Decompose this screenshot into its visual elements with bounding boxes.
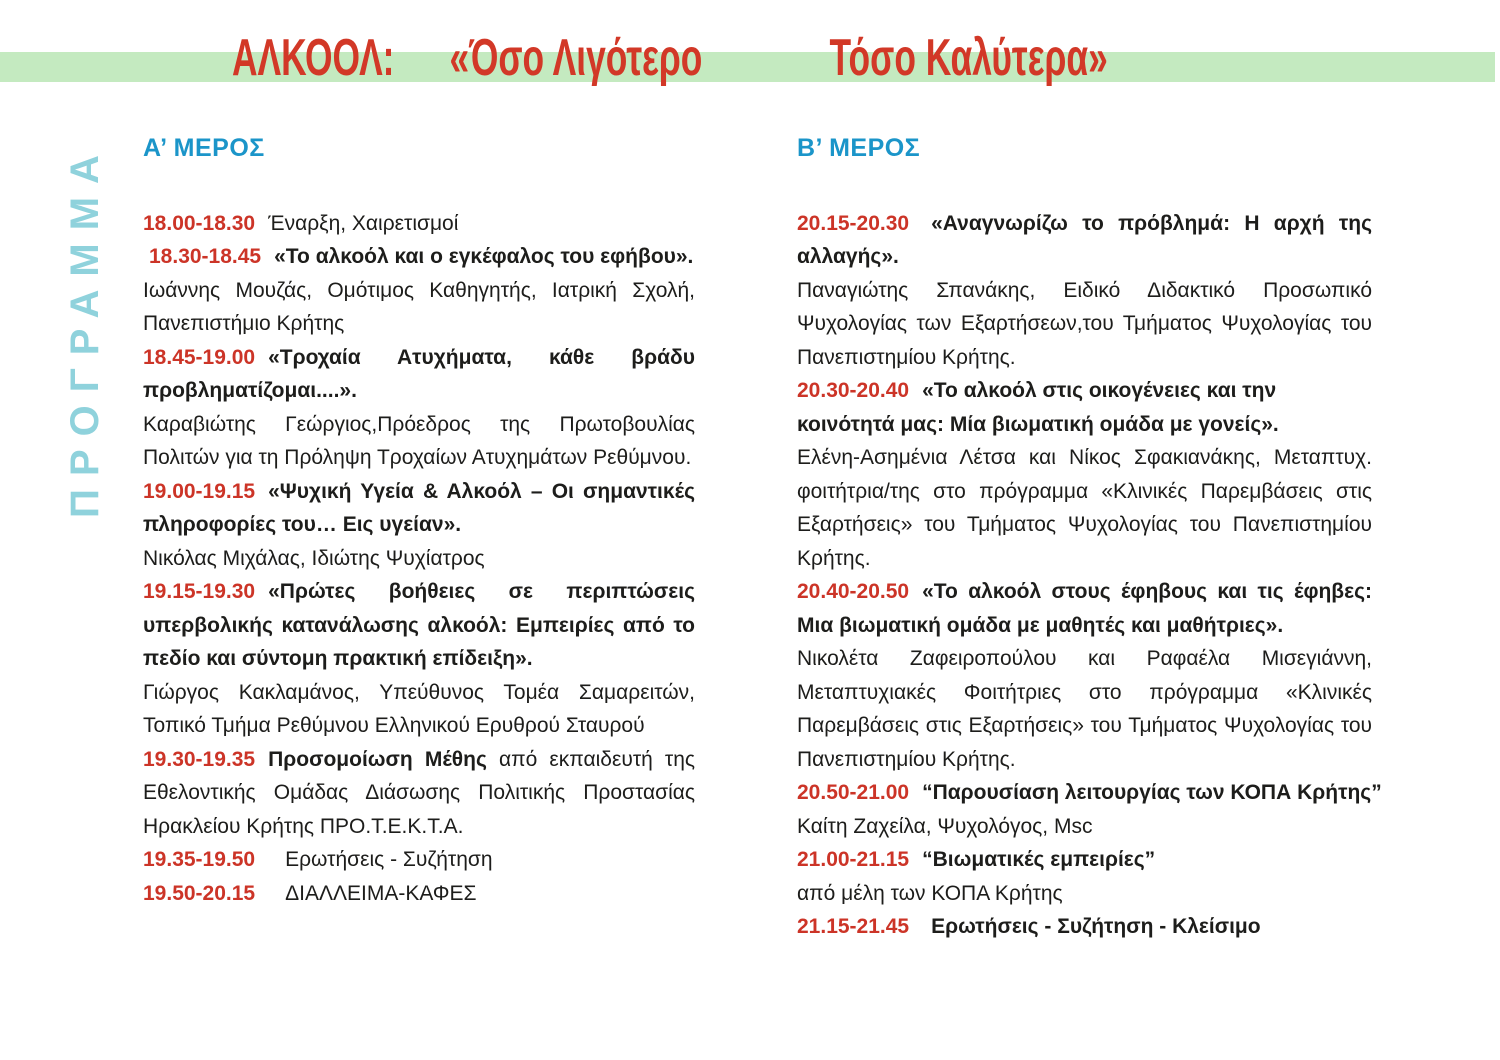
- program-entry: [797, 575, 1372, 776]
- entry-time: 19.30-19.35: [143, 747, 256, 771]
- column-part-a: [143, 132, 695, 910]
- entry-title: «Ψυχική Υγεία & Αλκοόλ – Οι σημαντικές πληροφορίες του… Εις υγείαν».: [143, 479, 695, 536]
- entry-speaker: Ιωάννης Μουζάς, Ομότιμος Καθηγητής, Ιατρική Σχολή, Πανεπιστήμιο Κρήτης: [143, 278, 695, 335]
- program-entry: [143, 207, 695, 241]
- entry-title: «Πρώτες βοήθειες σε περιπτώσεις υπερβολικής κατανάλωσης αλκοόλ: Εμπειρίες από το πεδίο και σύντομη πρακτική επίδειξη».: [143, 580, 695, 670]
- entry-speaker: Νικολέτα Ζαφειροπούλου και Ραφαέλα Μισεγιάννη, Μεταπτυχιακές Φοιτήτριες στο πρόγραμμα «Κλινικές Παρεμβάσεις στις Εξαρτήσεις» του Τμήματος Ψυχολογίας του Πανεπιστημίου Κρήτης.: [797, 647, 1372, 771]
- entry-time: 20.50-21.00: [797, 781, 910, 804]
- entry-title: «Τροχαία Ατυχήματα, κάθε βράδυ προβληματίζομαι....».: [143, 345, 695, 402]
- entry-speaker: Παναγιώτης Σπανάκης, Ειδικό Διδακτικό Προσωπικό Ψυχολογίας των Εξαρτήσεων,του Τμήματος Ψυχολογίας του Πανεπιστημίου Κρήτης.: [797, 278, 1372, 369]
- entry-time: 20.15-20.30: [797, 211, 910, 235]
- entry-title-line2: κοινότητά μας: Μία βιωματική ομάδα με γονείς».: [797, 412, 1279, 436]
- program-entry: [143, 743, 695, 844]
- entry-time: 18.45-19.00: [143, 345, 256, 369]
- event-title-part-3: Τόσο Καλύτερα»: [829, 29, 1108, 87]
- section-heading-a: Α’ ΜΕΡΟΣ: [143, 134, 265, 162]
- program-entry: [143, 877, 695, 911]
- program-entry: [797, 910, 1372, 944]
- program-entry: [143, 240, 695, 341]
- entry-time: 19.15-19.30: [143, 580, 256, 603]
- program-entry: [797, 843, 1372, 910]
- entry-title: «Το αλκοόλ στις οικογένειες και την: [922, 379, 1277, 402]
- program-entry: [143, 475, 695, 576]
- program-entry: [797, 776, 1382, 843]
- entry-title: Προσομοίωση Μέθης: [268, 747, 487, 771]
- sidebar-vertical-label: ΠΡΟΓΡΑΜΜΑ: [63, 142, 107, 518]
- program-entry: [797, 207, 1372, 375]
- program-entry: [797, 374, 1372, 575]
- program-entry: [143, 341, 695, 475]
- entry-title: Ερωτήσεις - Συζήτηση: [285, 848, 493, 871]
- entry-time: 19.35-19.50: [143, 848, 256, 871]
- entry-speaker-inline: από εκπαιδευτή της Εθελοντικής Ομάδας Διάσωσης Πολιτικής Προστασίας Ηρακλείου Κρήτης ΠΡΟ.Τ.Ε.Κ.Τ.Α.: [143, 747, 695, 838]
- entry-time: 21.15-21.45: [797, 915, 910, 938]
- event-title-part-2: «Όσο Λιγότερο: [449, 29, 703, 87]
- event-title-part-1: ΑΛΚΟΟΛ:: [232, 29, 395, 87]
- entry-time: 20.30-20.40: [797, 379, 910, 402]
- entry-speaker: από μέλη των ΚΟΠΑ Κρήτης: [797, 881, 1063, 905]
- program-entry: [143, 575, 695, 743]
- entry-time: 19.50-20.15: [143, 881, 256, 905]
- entry-time: 19.00-19.15: [143, 479, 256, 503]
- entry-title: Έναρξη, Χαιρετισμοί: [268, 211, 459, 235]
- entry-time: 20.40-20.50: [797, 580, 910, 603]
- entry-time: 18.30-18.45: [149, 245, 262, 268]
- event-title: [232, 29, 1108, 87]
- entry-speaker: Καίτη Ζαχείλα, Ψυχολόγος, Msc: [797, 814, 1093, 838]
- entry-speaker: Νικόλας Μιχάλας, Ιδιώτης Ψυχίατρος: [143, 546, 485, 570]
- entry-speaker: Ελένη-Ασημένια Λέτσα και Νίκος Σφακιανάκης, Μεταπτυχ. φοιτήτρια/της στο πρόγραμμα «Κλινικές Παρεμβάσεις στις Εξαρτήσεις» του Τμήματος Ψυχολογίας του Πανεπιστημίου Κρήτης.: [797, 446, 1372, 570]
- section-heading-b: Β’ ΜΕΡΟΣ: [797, 134, 921, 162]
- program-entry: [143, 843, 695, 877]
- entry-title: Ερωτήσεις - Συζήτηση - Κλείσιμο: [931, 915, 1261, 938]
- entry-title: «Αναγνωρίζω το πρόβλημά: Η αρχή της αλλαγής».: [797, 211, 1372, 268]
- column-part-b: [797, 132, 1382, 944]
- entry-speaker: Γιώργος Κακλαμάνος, Υπεύθυνος Τομέα Σαμαρειτών, Τοπικό Τμήμα Ρεθύμνου Ελληνικού Ερυθρού Σταυρού: [143, 680, 695, 737]
- entry-title: ΔΙΑΛΛΕΙΜΑ-ΚΑΦΕΣ: [285, 881, 477, 905]
- entry-time: 18.00-18.30: [143, 211, 256, 235]
- entry-title: «Το αλκοόλ και ο εγκέφαλος του εφήβου».: [274, 245, 694, 268]
- entry-time: 21.00-21.15: [797, 848, 910, 871]
- entry-speaker: Καραβιώτης Γεώργιος,Πρόεδρος της Πρωτοβουλίας Πολιτών για τη Πρόληψη Τροχαίων Ατυχημάτων Ρεθύμνου.: [143, 412, 695, 469]
- entry-title: “Παρουσίαση λειτουργίας των ΚΟΠΑ Κρήτης”: [922, 781, 1382, 804]
- entry-title: «Το αλκοόλ στους έφηβους και τις έφηβες: Μια βιωματική ομάδα με μαθητές και μαθήτριες».: [797, 580, 1372, 637]
- entry-title: “Βιωματικές εμπειρίες”: [922, 848, 1156, 871]
